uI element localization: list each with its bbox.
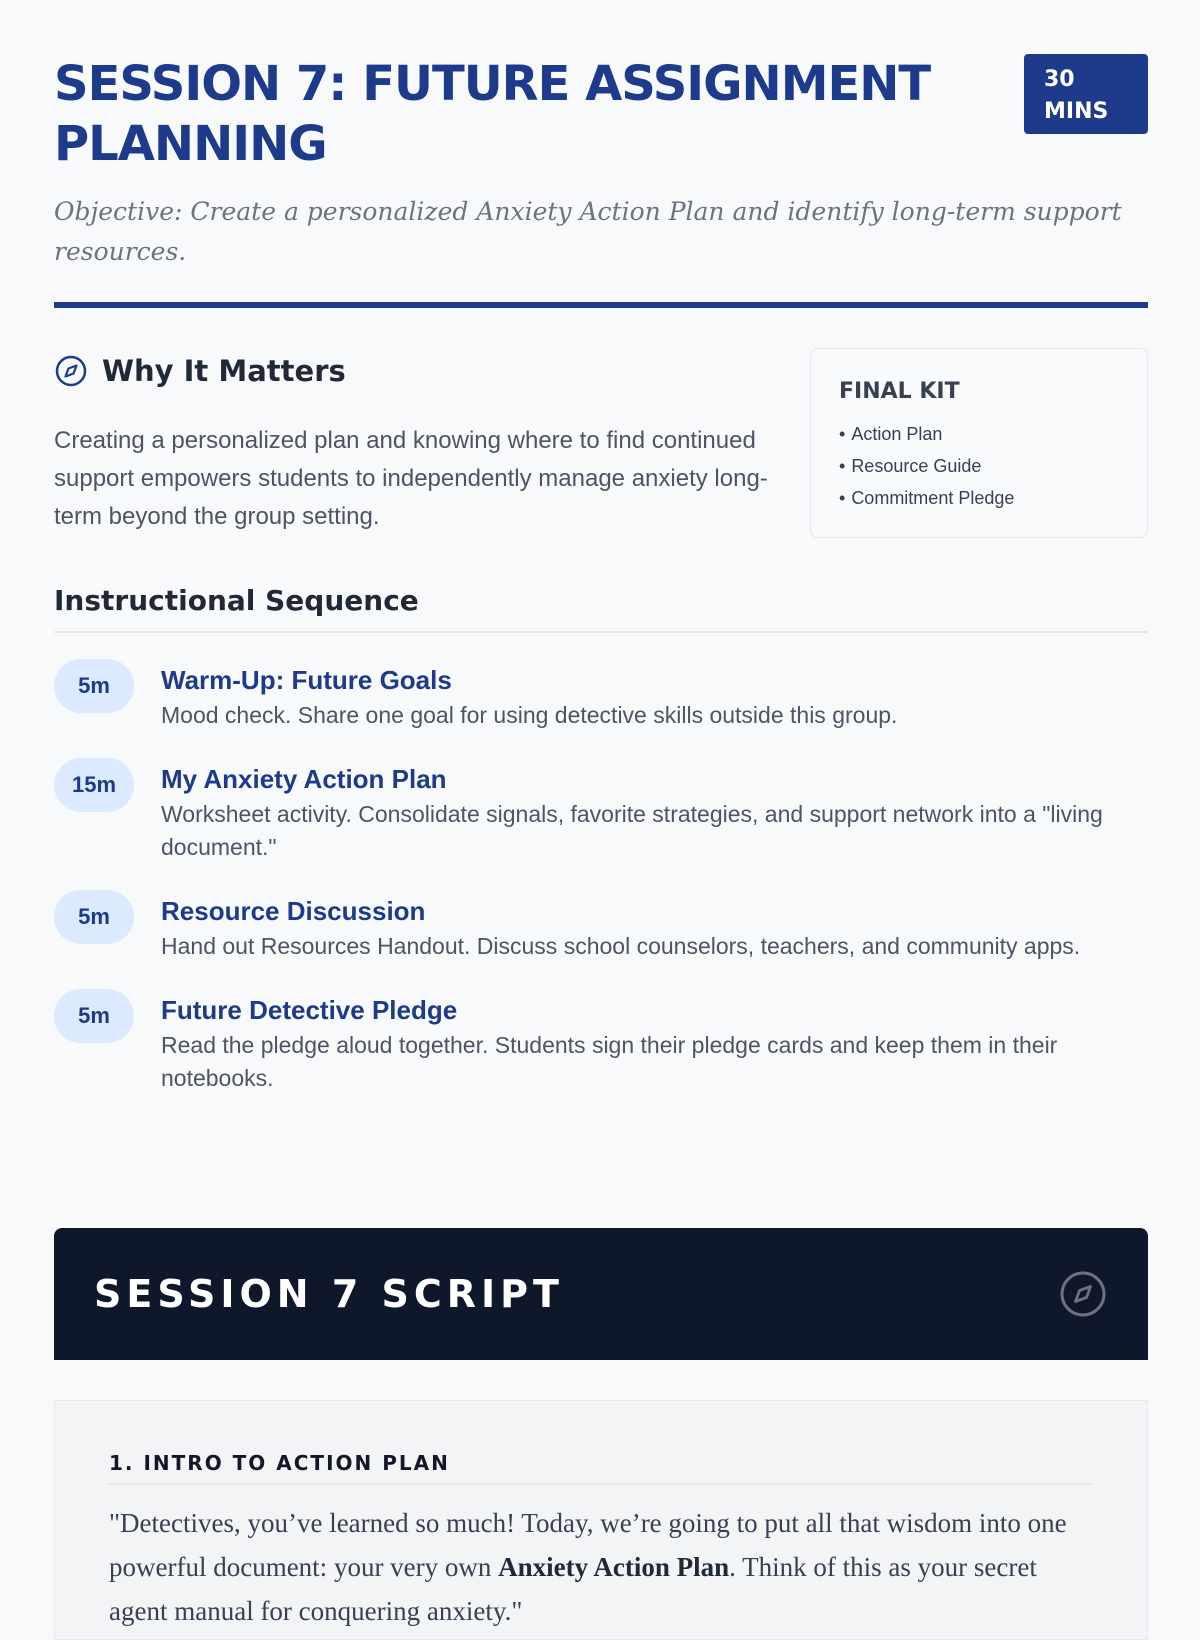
final-kit-card <box>810 348 1148 538</box>
sequence-item-title: Resource Discussion <box>161 896 426 926</box>
page-title: SESSION 7: FUTURE ASSIGNMENT PLANNING <box>54 56 931 172</box>
compass-icon <box>1058 1269 1108 1319</box>
why-heading <box>54 354 346 388</box>
time-pill: 5m <box>54 659 134 713</box>
script-quote-text: "Detectives, you’ve learned so much! Today, we’re going to put all that wisdom into one powerful document: your very own <box>109 1508 1067 1582</box>
sequence-item-desc: Read the pledge aloud together. Students sign their pledge cards and keep them in their notebooks. <box>161 1032 1058 1091</box>
final-kit-list <box>839 418 1119 514</box>
why-text: Creating a personalized plan and knowing where to find continued support empowers students to independently manage anxiety long-term beyond the group setting. <box>54 427 768 530</box>
script-section-title: 1. INTRO TO ACTION PLAN <box>109 1451 1093 1485</box>
script-banner-title: SESSION 7 SCRIPT <box>94 1272 564 1316</box>
why-it-matters-section <box>54 308 1148 544</box>
script-quote <box>109 1501 1093 1633</box>
script-banner <box>54 1228 1148 1360</box>
compass-icon <box>54 354 88 388</box>
sequence-item-title: My Anxiety Action Plan <box>161 764 447 794</box>
sequence-item-desc: Worksheet activity. Consolidate signals, favorite strategies, and support network into a "living document." <box>161 801 1103 860</box>
sequence-item-title: Future Detective Pledge <box>161 995 458 1025</box>
sequence-heading: Instructional Sequence <box>54 584 419 617</box>
final-kit-title: FINAL KIT <box>839 379 960 404</box>
script-card <box>54 1400 1148 1640</box>
final-kit-item: • Action Plan <box>839 418 1119 450</box>
session-page <box>54 0 1148 1121</box>
why-heading-label: Why It Matters <box>102 354 346 388</box>
duration-badge: 30 MINS <box>1024 54 1148 134</box>
time-pill: 15m <box>54 758 134 812</box>
objective-text: Objective: Create a personalized Anxiety Action Plan and identify long-term support resources. <box>54 197 1122 266</box>
script-quote-emphasis: Anxiety Action Plan <box>498 1552 730 1582</box>
final-kit-item: • Resource Guide <box>839 450 1119 482</box>
time-pill: 5m <box>54 989 134 1043</box>
sequence-item-desc: Mood check. Share one goal for using detective skills outside this group. <box>161 702 898 728</box>
sequence-item <box>54 989 1148 1095</box>
sequence-item-desc: Hand out Resources Handout. Discuss school counselors, teachers, and community apps. <box>161 933 1081 959</box>
sequence-item <box>54 659 1148 732</box>
session-header <box>54 0 1148 272</box>
sequence-item <box>54 890 1148 963</box>
sequence-item-title: Warm-Up: Future Goals <box>161 665 452 695</box>
script-quote-text: . Think of this as your secret agent manual for conquering anxiety." <box>109 1552 1037 1626</box>
sequence-list <box>54 659 1148 1095</box>
sequence-item <box>54 758 1148 864</box>
time-pill: 5m <box>54 890 134 944</box>
sequence-divider <box>54 631 1148 633</box>
final-kit-item: • Commitment Pledge <box>839 482 1119 514</box>
